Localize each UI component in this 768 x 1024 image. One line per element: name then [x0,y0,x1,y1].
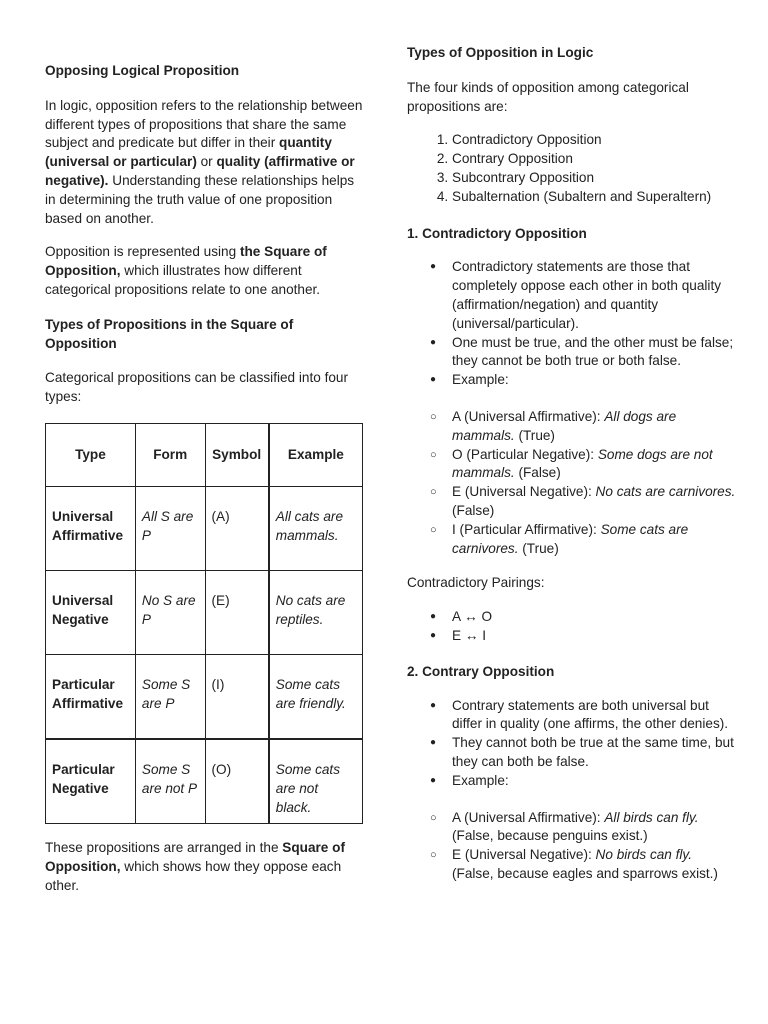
example-label: E (Universal Negative): [452,484,596,500]
example-label: I (Particular Affirmative): [452,521,601,537]
table-cell-type: Universal Negative [52,592,114,627]
list-item: 2. Contrary Opposition [452,150,737,169]
example-item [452,809,737,847]
table-cell-form: No S are P [141,592,196,627]
list-item: 4. Subalternation (Subaltern and Superaltern) [452,188,737,207]
square-text-2: which illustrates how different categorical propositions relate to one another. [45,263,321,297]
contradictory-bullets [407,258,737,390]
types-heading: Types of Propositions in the Square of Opposition [45,316,294,351]
table-cell-example: No cats are reptiles. [275,592,346,627]
example-item [452,521,737,559]
intro-text-2: or [196,154,217,170]
list-item: 1. Contradictory Opposition [452,131,737,150]
table-cell-symbol: (O) [211,761,232,777]
example-item [452,483,737,521]
example-statement: Some cats are carnivores. [452,521,689,556]
intro-bold-quality: quality (affirmative or negative). [45,154,355,188]
square-text-1: Opposition is represented using [45,244,240,260]
table-header: Form [135,423,205,486]
table-cell-example: All cats are mammals. [275,508,344,543]
example-statement: All birds can fly. [604,809,699,825]
kinds-list [407,131,737,206]
list-item: ● Example: [452,772,737,791]
example-verdict: (False, because penguins exist.) [452,828,648,844]
list-item: ● They cannot both be true at the same time, but they can both be false. [452,734,737,772]
table-header: Example [269,423,363,486]
contradictory-heading: 1. Contradictory Opposition [407,225,587,241]
outro-text-2: which shows how they oppose each other. [45,858,342,893]
table-cell-type: Particular Affirmative [52,676,124,711]
example-label: A (Universal Affirmative): [452,408,605,424]
list-item: 3. Subcontrary Opposition [452,169,737,188]
outro-text-1: These propositions are arranged in the [45,839,283,855]
left-column [45,62,363,895]
example-statement: No birds can fly. [595,847,692,863]
intro-text-3: Understanding these relationships helps in determining the truth value of one proposition based on another. [45,172,355,226]
outro-paragraph [45,839,363,895]
table-cell-form: All S are P [141,508,194,543]
list-item: ● Example: [452,371,737,390]
example-statement: No cats are carnivores. [595,484,736,500]
intro-paragraph [45,97,363,229]
example-label: A (Universal Affirmative): [452,809,605,825]
example-statement: Some dogs are not mammals. [452,446,713,481]
contrary-examples [407,809,737,884]
table-row [46,570,363,654]
example-label: E (Universal Negative): [452,847,596,863]
example-item [452,846,737,884]
right-column [407,44,737,884]
table-row [46,654,363,739]
example-item [452,446,737,484]
pairings-label: Contradictory Pairings: [407,575,545,591]
example-verdict: (False, because eagles and sparrows exist.) [452,865,718,881]
table-header: Type [46,423,136,486]
page-title: Opposing Logical Proposition [45,63,240,78]
outro-bold: Square of Opposition, [45,839,345,874]
example-verdict: (False) [514,465,561,481]
table-header: Symbol [205,423,269,486]
table-cell-form: Some S are not P [141,761,198,796]
square-paragraph [45,243,363,299]
table-row [46,739,363,824]
table-cell-form: Some S are P [141,676,191,711]
example-label: O (Particular Negative): [452,446,598,462]
propositions-table [45,423,363,824]
pairings-list [407,608,737,646]
section-title: Types of Opposition in Logic [407,45,594,60]
contradictory-examples [407,408,737,558]
contrary-bullets [407,697,737,791]
contrary-heading: 2. Contrary Opposition [407,663,555,679]
list-item: ● Contradictory statements are those that completely oppose each other in both quality (affirmation/negation) and quantity (universal/particular). [452,258,737,333]
example-statement: All dogs are mammals. [452,408,677,443]
list-item: ● Contrary statements are both universal but differ in quality (one affirms, the other denies). [452,697,737,735]
example-verdict: (False) [452,502,495,518]
table-cell-example: Some cats are not black. [275,761,340,815]
table-row [46,486,363,570]
kinds-intro: The four kinds of opposition among categorical propositions are: [407,79,689,114]
example-verdict: (True) [514,427,555,443]
table-cell-symbol: (I) [211,676,225,692]
list-item: ● E ↔ I [452,627,737,646]
square-bold: the Square of Opposition, [45,244,327,279]
list-item: ● A ↔ O [452,608,737,627]
types-intro: Categorical propositions can be classified into four types: [45,370,349,405]
table-cell-type: Universal Affirmative [52,508,124,543]
table-header-row [46,423,363,486]
list-item: ● One must be true, and the other must be false; they cannot be both true or both false. [452,334,737,372]
example-verdict: (True) [518,540,559,556]
table-cell-symbol: (E) [211,592,230,608]
example-item [452,408,737,446]
table-cell-type: Particular Negative [52,761,115,796]
intro-text-1: In logic, opposition refers to the relationship between different types of propositions that share the same subject and predicate but differ in their [45,97,363,151]
table-cell-example: Some cats are friendly. [275,676,346,711]
table-cell-symbol: (A) [211,508,230,524]
intro-bold-quantity: quantity (universal or particular) [45,135,332,170]
